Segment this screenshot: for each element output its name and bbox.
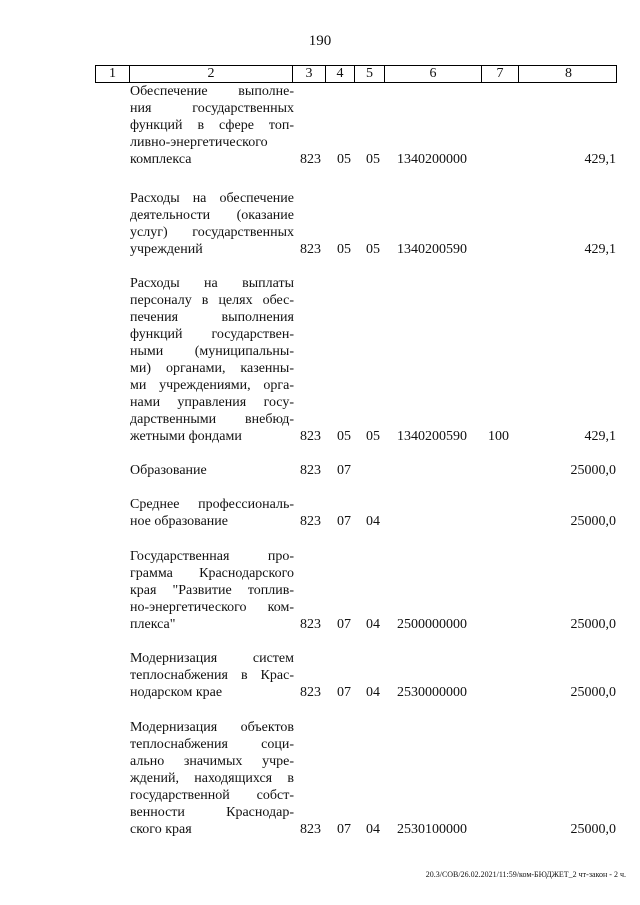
cell-c4: 05 bbox=[337, 429, 351, 444]
header-col-7: 7 bbox=[481, 66, 518, 82]
cell-c3: 823 bbox=[300, 463, 321, 478]
row-description bbox=[130, 719, 294, 838]
cell-c6: 1340200590 bbox=[397, 242, 467, 257]
cell-c3: 823 bbox=[300, 617, 321, 632]
description-line: ми учреждениями, орга- bbox=[130, 378, 294, 393]
row-description bbox=[130, 462, 294, 479]
cell-c3: 823 bbox=[300, 822, 321, 837]
cell-c4: 07 bbox=[337, 822, 351, 837]
page-number: 190 bbox=[308, 33, 332, 49]
table-row bbox=[0, 650, 640, 701]
cell-c6: 2500000000 bbox=[397, 617, 467, 632]
cell-c3: 823 bbox=[300, 152, 321, 167]
cell-c3: 823 bbox=[300, 685, 321, 700]
description-line: ми) органами, казенны- bbox=[130, 361, 294, 376]
cell-c8: 25000,0 bbox=[570, 822, 616, 837]
cell-c3: 823 bbox=[300, 514, 321, 529]
description-line: теплоснабжения в Крас- bbox=[130, 668, 294, 683]
description-line: Расходы на обеспечение bbox=[130, 191, 294, 206]
cell-c5: 05 bbox=[366, 152, 380, 167]
cell-c8: 429,1 bbox=[584, 429, 616, 444]
cell-c6: 2530100000 bbox=[397, 822, 467, 837]
cell-c4: 07 bbox=[337, 685, 351, 700]
table-header-row bbox=[95, 65, 617, 83]
description-line: ально значимых учре- bbox=[130, 754, 294, 769]
description-line: функций государствен- bbox=[130, 327, 294, 342]
cell-c5: 04 bbox=[366, 617, 380, 632]
description-line: жетными фондами bbox=[130, 429, 242, 444]
description-line: ского края bbox=[130, 822, 192, 837]
header-col-6: 6 bbox=[384, 66, 481, 82]
description-line: но-энергетического ком- bbox=[130, 600, 294, 615]
description-line: функций в сфере топ- bbox=[130, 118, 294, 133]
row-description bbox=[130, 496, 294, 530]
cell-c8: 429,1 bbox=[584, 152, 616, 167]
header-col-3: 3 bbox=[292, 66, 325, 82]
description-line: Среднее профессиональ- bbox=[130, 497, 294, 512]
cell-c5: 05 bbox=[366, 242, 380, 257]
description-line: Модернизация объектов bbox=[130, 720, 294, 735]
description-line: учреждений bbox=[130, 242, 203, 257]
description-line: плекса" bbox=[130, 617, 176, 632]
cell-c3: 823 bbox=[300, 242, 321, 257]
cell-c6: 1340200000 bbox=[397, 152, 467, 167]
description-line: дарственными внебюд- bbox=[130, 412, 294, 427]
description-line: деятельности (оказание bbox=[130, 208, 294, 223]
header-col-1: 1 bbox=[109, 66, 116, 81]
table-row bbox=[0, 496, 640, 530]
description-line: печения выполнения bbox=[130, 310, 294, 325]
cell-c5: 04 bbox=[366, 822, 380, 837]
description-line: ными (муниципальны- bbox=[130, 344, 294, 359]
footer-note: 20.3/СОВ/26.02.2021/11:59/ком-БЮДЖЕТ_2 чт-закон - 2 ч. bbox=[425, 870, 626, 879]
table-row bbox=[0, 719, 640, 838]
cell-c8: 25000,0 bbox=[570, 685, 616, 700]
description-line: Государственная про- bbox=[130, 549, 294, 564]
cell-c4: 05 bbox=[337, 242, 351, 257]
description-line: края "Развитие топлив- bbox=[130, 583, 294, 598]
cell-c6: 1340200590 bbox=[397, 429, 467, 444]
cell-c5: 04 bbox=[366, 685, 380, 700]
description-line: Обеспечение выполне- bbox=[130, 84, 294, 99]
description-line: Расходы на выплаты bbox=[130, 276, 294, 291]
header-col-8: 8 bbox=[518, 66, 618, 82]
cell-c5: 05 bbox=[366, 429, 380, 444]
cell-c4: 07 bbox=[337, 514, 351, 529]
cell-c4: 07 bbox=[337, 463, 351, 478]
description-line: Образование bbox=[130, 463, 207, 478]
table-row bbox=[0, 275, 640, 445]
cell-c4: 07 bbox=[337, 617, 351, 632]
description-line: ждений, находящихся в bbox=[130, 771, 294, 786]
description-line: нами управления госу- bbox=[130, 395, 294, 410]
description-line: комплекса bbox=[130, 152, 192, 167]
cell-c3: 823 bbox=[300, 429, 321, 444]
description-line: персоналу в целях обес- bbox=[130, 293, 294, 308]
description-line: ния государственных bbox=[130, 101, 294, 116]
description-line: нодарском крае bbox=[130, 685, 223, 700]
table-row bbox=[0, 190, 640, 258]
row-description bbox=[130, 650, 294, 701]
cell-c8: 25000,0 bbox=[570, 463, 616, 478]
table-row bbox=[0, 462, 640, 479]
cell-c8: 25000,0 bbox=[570, 617, 616, 632]
table-row bbox=[0, 548, 640, 633]
cell-c6: 2530000000 bbox=[397, 685, 467, 700]
description-line: Модернизация систем bbox=[130, 651, 294, 666]
description-line: ное образование bbox=[130, 514, 228, 529]
cell-c7: 100 bbox=[488, 429, 509, 444]
row-description bbox=[130, 190, 294, 258]
header-col-4: 4 bbox=[325, 66, 354, 82]
header-col-5: 5 bbox=[354, 66, 384, 82]
cell-c4: 05 bbox=[337, 152, 351, 167]
description-line: государственной собст- bbox=[130, 788, 294, 803]
row-description bbox=[130, 83, 294, 168]
table-row bbox=[0, 83, 640, 168]
header-col-2: 2 bbox=[129, 66, 292, 82]
cell-c5: 04 bbox=[366, 514, 380, 529]
description-line: грамма Краснодарского bbox=[130, 566, 294, 581]
row-description bbox=[130, 275, 294, 445]
description-line: теплоснабжения соци- bbox=[130, 737, 294, 752]
cell-c8: 25000,0 bbox=[570, 514, 616, 529]
description-line: ливно-энергетического bbox=[130, 135, 268, 150]
cell-c8: 429,1 bbox=[584, 242, 616, 257]
description-line: венности Краснодар- bbox=[130, 805, 294, 820]
row-description bbox=[130, 548, 294, 633]
description-line: услуг) государственных bbox=[130, 225, 294, 240]
